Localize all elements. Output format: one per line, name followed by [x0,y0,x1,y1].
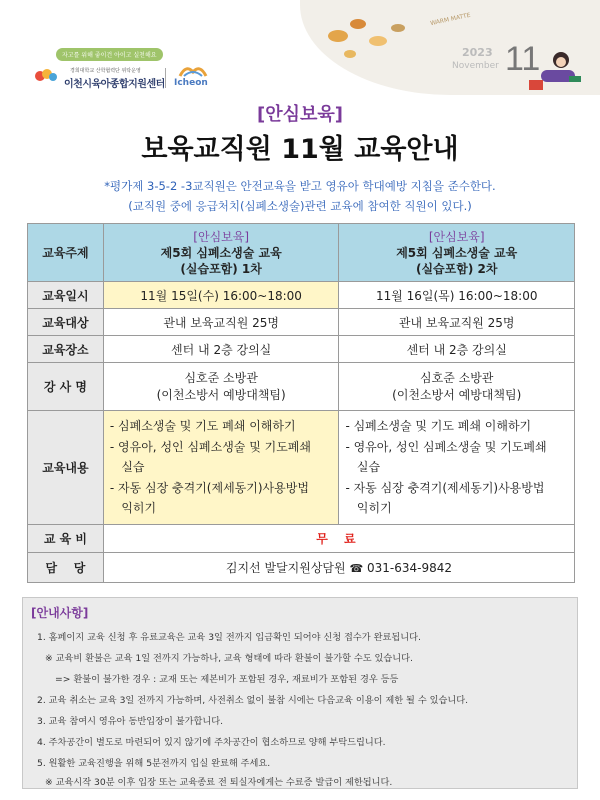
table-row [28,309,575,336]
notice-line: 5. 원활한 교육진행을 위해 5분전까지 입실 완료해 주세요. [37,758,271,769]
list-item: - 자동 심장 충격기(제세동기)사용방법 [345,480,545,495]
table-row [28,411,575,525]
evaluation-note: *평가제 3-5-2 -3교직원은 안전교육을 받고 영유아 학대예방 지침을 준수한다. [104,179,496,193]
notice-line: ※ 교육시작 30분 이후 입장 또는 교육종료 전 퇴실자에게는 수료증 발급이 제한됩니다. [45,777,393,788]
session1-lecturer [103,363,339,411]
session1-lecturer-name: 심호준 소방관 [184,370,258,385]
fee-value [103,525,574,553]
notice-line: 4. 주차공간이 별도로 마련되어 있지 않기에 주차공간이 협소하므로 양해 부탁드립니다. [37,737,386,748]
fee-free-text: 무 료 [316,532,362,546]
notice-title: [안내사항] [31,606,89,620]
list-item: - 심폐소생술 및 기도 폐쇄 이해하기 [109,419,296,434]
logo-subtitle: 경희대학교 산학협력단 위탁운영 [70,68,141,74]
center-logo-icon [34,66,58,86]
contact-label: 담 당 [28,553,104,583]
table-row [28,224,575,282]
phone-icon: ☎ [349,562,364,575]
session2-subject-line1: 제5회 심폐소생술 교육 [396,245,518,260]
table-row [28,363,575,411]
contact-phone[interactable]: 031-634-9842 [366,561,452,575]
lecturer-label: 강 사 명 [28,363,104,411]
session2-lecturer-name: 심호준 소방관 [420,370,494,385]
session2-content-list [339,416,574,519]
center-tagline: 자고를 위해 좋이건 아이고 실천해요 [56,48,163,61]
notice-line: => 환불이 불가한 경우 : 교재 또는 제본비가 포함된 경우, 재료비가 포함된 경우 등등 [55,674,399,685]
table-row [28,282,575,309]
target-label: 교육대상 [28,309,104,336]
page-title: 보육교직원 11월 교육안내 [141,134,459,165]
page-header [0,0,600,100]
session2-lecturer-org: (이천소방서 예방대책팀) [392,387,522,402]
session2-subject [339,224,575,282]
session1-place: 센터 내 2층 강의실 [103,336,339,363]
fee-label: 교 육 비 [28,525,104,553]
session1-subject [103,224,339,282]
session1-content [103,411,339,525]
session2-place: 센터 내 2층 강의실 [339,336,575,363]
icheon-logo-text: Icheon [174,78,208,88]
list-item: 익히기 [109,501,157,516]
list-item: - 심폐소생술 및 기도 폐쇄 이해하기 [345,419,532,434]
table-row [28,553,575,583]
session2-subject-line2: (실습포함) 2차 [415,261,498,276]
notice-line: 1. 홈페이지 교육 신청 후 유료교육은 교육 3일 전까지 입금확인 되어야 신청 접수가 완료됩니다. [37,632,421,643]
session1-lecturer-org: (이천소방서 예방대책팀) [156,387,286,402]
list-item: 익히기 [345,501,392,516]
place-label: 교육장소 [28,336,104,363]
month-name: November [452,61,499,71]
evaluation-subnote: (교직원 중에 응급처치(심폐소생술)관련 교육에 참여한 직원이 있다.) [128,199,472,213]
session1-target: 관내 보육교직원 25명 [103,309,339,336]
month-number: 11 [505,40,541,78]
watermark-text: WARM MATTE [429,11,472,28]
contact-value [103,553,574,583]
table-row [28,525,575,553]
title-tag: [안심보육] [256,104,343,125]
session2-target: 관내 보육교직원 25명 [339,309,575,336]
list-item: 실습 [109,460,145,475]
reading-girl-illustration [525,44,585,96]
session1-content-list [104,416,339,519]
center-name: 이천시육아종합지원센터 [64,79,165,90]
notice-line: 2. 교육 취소는 교육 3일 전까지 가능하며, 사전취소 없이 불참 시에는 다음교육 이용이 제한 될 수 있습니다. [37,695,469,706]
date-label: 교육일시 [28,282,104,309]
session2-lecturer [339,363,575,411]
list-item: 실습 [345,460,381,475]
session2-date: 11월 16일(목) 16:00~18:00 [339,282,575,309]
notice-box [22,597,578,789]
notice-line: ※ 교육비 환불은 교육 1일 전까지 가능하나, 교육 형태에 따라 환불이 불가할 수도 있습니다. [45,653,413,664]
logo-divider [165,68,166,88]
content-label: 교육내용 [28,411,104,525]
autumn-leaves-illustration [318,6,418,66]
session1-date: 11월 15일(수) 16:00~18:00 [103,282,339,309]
notice-line: 3. 교육 참여시 영유아 동반입장이 불가합니다. [37,716,224,727]
year-label: 2023 [462,46,493,59]
session1-tag: [안심보육] [193,229,250,244]
subject-label: 교육주제 [28,224,104,282]
list-item: - 영유아, 성인 심폐소생술 및 기도폐쇄 [109,439,311,454]
icheon-logo-icon [178,64,208,78]
session1-subject-line1: 제5회 심폐소생술 교육 [160,245,282,260]
list-item: - 자동 심장 충격기(제세동기)사용방법 [109,480,309,495]
list-item: - 영유아, 성인 심폐소생술 및 기도폐쇄 [345,439,547,454]
table-row [28,336,575,363]
contact-person: 김지선 발달지원상담원 [225,561,346,575]
schedule-table [27,223,575,583]
session2-tag: [안심보육] [428,229,485,244]
session1-subject-line2: (실습포함) 1차 [180,261,262,276]
session2-content [339,411,575,525]
